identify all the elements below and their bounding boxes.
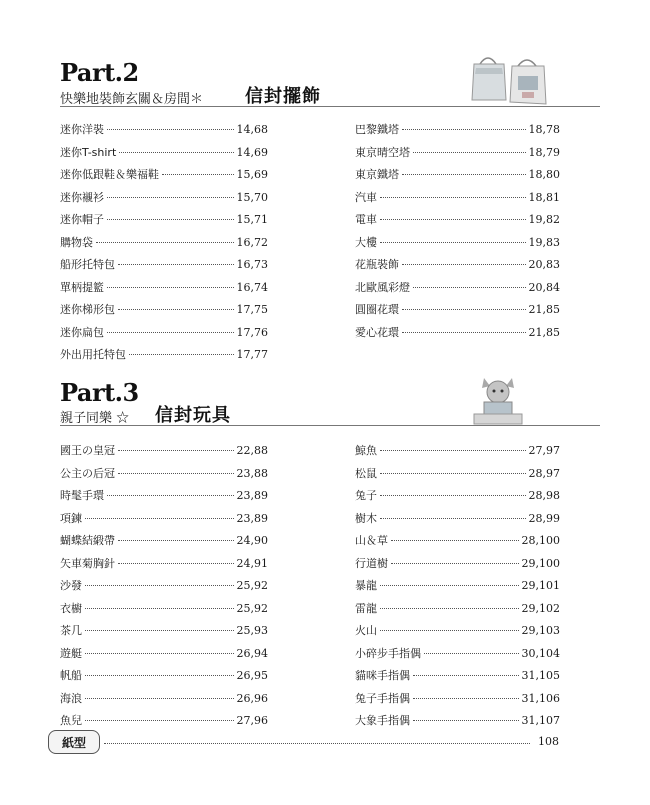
toc-entry bbox=[60, 324, 268, 347]
toc-entry-pages: 26,95 bbox=[236, 669, 268, 682]
toc-entry-pages: 28,97 bbox=[528, 466, 560, 480]
toc-entry bbox=[355, 166, 560, 189]
toc-entry-pages: 24,90 bbox=[236, 534, 268, 547]
toc-entry-pages: 29,101 bbox=[521, 579, 560, 592]
toc-entry-pages: 17,77 bbox=[236, 348, 268, 361]
toc-entry-title: 北歐風彩燈 bbox=[355, 280, 410, 294]
toc-entry-title: 松鼠 bbox=[355, 466, 377, 480]
toc-leader-dots bbox=[118, 450, 234, 451]
toc-entry bbox=[60, 690, 268, 713]
toc-leader-dots bbox=[380, 495, 526, 496]
toc-leader-dots bbox=[402, 332, 526, 333]
toc-leader-dots bbox=[85, 585, 234, 586]
toc-entry bbox=[60, 667, 268, 690]
part3-left-list bbox=[60, 442, 268, 735]
toc-entry bbox=[355, 442, 560, 465]
toc-entry-pages: 23,89 bbox=[236, 511, 268, 525]
toc-entry-title: 遊艇 bbox=[60, 646, 82, 660]
toc-leader-dots bbox=[85, 720, 234, 721]
toc-leader-dots bbox=[107, 332, 234, 333]
toc-entry bbox=[60, 211, 268, 234]
toc-entry-title: 東京晴空塔 bbox=[355, 145, 410, 159]
toc-entry bbox=[60, 144, 268, 167]
toc-entry bbox=[355, 510, 560, 533]
part2-subtitle: 快樂地裝飾玄關＆房間＊ bbox=[60, 92, 204, 107]
toc-entry-title: 矢車菊胸針 bbox=[60, 556, 115, 570]
toc-entry-pages: 18,80 bbox=[528, 168, 560, 181]
part2-heading: 信封擺飾 bbox=[245, 86, 321, 107]
toc-entry bbox=[60, 577, 268, 600]
toc-entry-title: 兔子手指偶 bbox=[355, 691, 410, 705]
toc-entry-pages: 21,85 bbox=[528, 303, 560, 316]
toc-entry-pages: 28,100 bbox=[521, 534, 560, 547]
toc-entry-title: 汽車 bbox=[355, 190, 377, 204]
toc-leader-dots bbox=[413, 698, 519, 699]
toc-entry-title: 海浪 bbox=[60, 691, 82, 705]
toc-entry-title: 迷你T-shirt bbox=[60, 145, 117, 159]
toc-entry-title: 大象手指偶 bbox=[355, 714, 410, 727]
toc-leader-dots bbox=[96, 242, 234, 243]
toc-entry-pages: 21,85 bbox=[528, 325, 560, 339]
toc-leader-dots bbox=[391, 563, 519, 564]
toc-entry-pages: 19,83 bbox=[528, 235, 560, 249]
toc-entry-pages: 14,69 bbox=[236, 145, 268, 159]
part2-right-list bbox=[355, 121, 560, 346]
toc-entry-pages: 30,104 bbox=[521, 646, 560, 660]
toc-entry-pages: 16,73 bbox=[236, 258, 268, 271]
toc-entry-pages: 31,105 bbox=[521, 669, 560, 682]
toc-entry-title: 暴龍 bbox=[355, 579, 377, 592]
toc-leader-dots bbox=[380, 630, 519, 631]
toc-entry-title: 外出用托特包 bbox=[60, 348, 126, 361]
toc-leader-dots bbox=[85, 630, 234, 631]
toc-entry-pages: 29,102 bbox=[521, 601, 560, 615]
toc-leader-dots bbox=[380, 608, 519, 609]
toc-entry bbox=[355, 324, 560, 347]
part3-subtitle: 親子同樂 ☆ bbox=[60, 411, 130, 426]
toc-leader-dots bbox=[380, 242, 526, 243]
toc-leader-dots bbox=[380, 450, 526, 451]
toc-leader-dots bbox=[118, 473, 234, 474]
toc-leader-dots bbox=[413, 287, 526, 288]
footer-leader-dots bbox=[104, 743, 530, 744]
toc-leader-dots bbox=[402, 129, 526, 130]
cat-toy-illustration bbox=[470, 372, 526, 426]
part3-title: Part.3 bbox=[60, 378, 139, 407]
toc-entry-pages: 19,82 bbox=[528, 213, 560, 226]
toc-leader-dots bbox=[380, 219, 526, 220]
toc-entry-title: 魚兒 bbox=[60, 714, 82, 727]
toc-entry-title: 茶几 bbox=[60, 624, 82, 637]
toc-leader-dots bbox=[129, 354, 234, 355]
toc-leader-dots bbox=[107, 219, 234, 220]
toc-leader-dots bbox=[380, 197, 526, 198]
toc-entry-title: 兔子 bbox=[355, 489, 377, 502]
part2-divider bbox=[60, 106, 600, 107]
toc-entry-pages: 15,71 bbox=[236, 213, 268, 226]
toc-leader-dots bbox=[85, 675, 234, 676]
toc-entry bbox=[355, 121, 560, 144]
toc-entry-pages: 23,89 bbox=[236, 489, 268, 502]
part2-title: Part.2 bbox=[60, 58, 139, 87]
toc-entry-title: 雷龍 bbox=[355, 601, 377, 615]
toc-entry-title: 圓圈花環 bbox=[355, 303, 399, 316]
toc-entry bbox=[60, 487, 268, 510]
toc-entry-title: 國王の皇冠 bbox=[60, 444, 115, 457]
toc-entry-title: 項鍊 bbox=[60, 511, 82, 525]
toc-entry-pages: 22,88 bbox=[236, 444, 268, 457]
toc-entry bbox=[355, 301, 560, 324]
toc-entry-pages: 25,92 bbox=[236, 579, 268, 592]
toc-entry-title: 電車 bbox=[355, 213, 377, 226]
toc-entry bbox=[355, 211, 560, 234]
toc-leader-dots bbox=[413, 675, 519, 676]
toc-entry-pages: 24,91 bbox=[236, 556, 268, 570]
toc-entry-title: 沙發 bbox=[60, 579, 82, 592]
toc-entry-pages: 15,70 bbox=[236, 190, 268, 204]
toc-entry bbox=[60, 510, 268, 533]
toc-entry bbox=[60, 346, 268, 369]
toc-leader-dots bbox=[118, 309, 234, 310]
toc-entry bbox=[355, 690, 560, 713]
toc-entry-title: 迷你襯衫 bbox=[60, 190, 104, 204]
part3-heading: 信封玩具 bbox=[155, 405, 231, 426]
toc-entry-title: 時髦手環 bbox=[60, 489, 104, 502]
toc-entry-title: 衣櫥 bbox=[60, 601, 82, 615]
toc-leader-dots bbox=[107, 129, 234, 130]
toc-entry-title: 公主の后冠 bbox=[60, 466, 115, 480]
toc-entry-title: 蝴蝶結緞帶 bbox=[60, 534, 115, 547]
toc-leader-dots bbox=[107, 287, 234, 288]
toc-leader-dots bbox=[107, 495, 234, 496]
toc-entry bbox=[60, 234, 268, 257]
toc-entry-title: 購物袋 bbox=[60, 235, 93, 249]
toc-entry bbox=[60, 279, 268, 302]
toc-entry bbox=[60, 465, 268, 488]
toc-entry bbox=[355, 234, 560, 257]
toc-leader-dots bbox=[85, 698, 234, 699]
toc-entry-title: 巴黎鐵塔 bbox=[355, 123, 399, 136]
toc-entry-pages: 15,69 bbox=[236, 168, 268, 181]
paper-bags-illustration bbox=[470, 52, 550, 106]
toc-entry-title: 單柄提籃 bbox=[60, 280, 104, 294]
toc-entry-title: 鯨魚 bbox=[355, 444, 377, 457]
toc-entry bbox=[60, 622, 268, 645]
toc-leader-dots bbox=[118, 540, 234, 541]
toc-entry-pages: 17,76 bbox=[236, 325, 268, 339]
toc-leader-dots bbox=[380, 473, 526, 474]
toc-entry-pages: 16,72 bbox=[236, 235, 268, 249]
toc-entry bbox=[60, 256, 268, 279]
toc-entry bbox=[60, 600, 268, 623]
toc-entry-pages: 20,83 bbox=[528, 258, 560, 271]
toc-entry bbox=[355, 189, 560, 212]
toc-entry-pages: 31,107 bbox=[521, 714, 560, 727]
toc-entry-title: 愛心花環 bbox=[355, 325, 399, 339]
toc-entry-title: 迷你洋裝 bbox=[60, 123, 104, 136]
toc-entry-pages: 16,74 bbox=[236, 280, 268, 294]
toc-entry-title: 東京鐵塔 bbox=[355, 168, 399, 181]
toc-entry bbox=[355, 667, 560, 690]
toc-entry-pages: 25,93 bbox=[236, 624, 268, 637]
toc-entry-pages: 25,92 bbox=[236, 601, 268, 615]
toc-entry-pages: 26,96 bbox=[236, 691, 268, 705]
toc-entry bbox=[355, 465, 560, 488]
toc-entry bbox=[60, 301, 268, 324]
toc-entry-title: 迷你帽子 bbox=[60, 213, 104, 226]
toc-leader-dots bbox=[107, 197, 234, 198]
toc-leader-dots bbox=[413, 720, 519, 721]
part3-right-list bbox=[355, 442, 560, 735]
footer-page-number: 108 bbox=[538, 735, 559, 748]
toc-entry bbox=[355, 712, 560, 735]
toc-entry-pages: 28,99 bbox=[528, 511, 560, 525]
toc-entry bbox=[355, 645, 560, 668]
toc-entry-title: 小碎步手指偶 bbox=[355, 646, 421, 660]
toc-entry-title: 迷你扁包 bbox=[60, 325, 104, 339]
toc-leader-dots bbox=[402, 174, 526, 175]
toc-entry bbox=[60, 189, 268, 212]
toc-entry bbox=[355, 555, 560, 578]
toc-leader-dots bbox=[85, 608, 234, 609]
toc-entry bbox=[355, 577, 560, 600]
toc-leader-dots bbox=[380, 518, 526, 519]
toc-leader-dots bbox=[402, 264, 526, 265]
toc-entry-title: 迷你梯形包 bbox=[60, 303, 115, 316]
toc-entry bbox=[355, 622, 560, 645]
toc-entry bbox=[60, 442, 268, 465]
toc-entry bbox=[355, 279, 560, 302]
toc-entry-title: 行道樹 bbox=[355, 556, 388, 570]
toc-entry-pages: 18,81 bbox=[528, 190, 560, 204]
toc-leader-dots bbox=[162, 174, 234, 175]
toc-entry-title: 樹木 bbox=[355, 511, 377, 525]
toc-entry bbox=[355, 144, 560, 167]
toc-entry bbox=[355, 532, 560, 555]
toc-entry-pages: 20,84 bbox=[528, 280, 560, 294]
toc-entry bbox=[355, 487, 560, 510]
toc-entry-pages: 29,100 bbox=[521, 556, 560, 570]
toc-entry-title: 大樓 bbox=[355, 235, 377, 249]
toc-entry-pages: 23,88 bbox=[236, 466, 268, 480]
toc-entry bbox=[60, 532, 268, 555]
toc-entry-title: 帆船 bbox=[60, 669, 82, 682]
toc-entry bbox=[60, 645, 268, 668]
toc-entry bbox=[355, 600, 560, 623]
toc-leader-dots bbox=[413, 152, 526, 153]
toc-entry-pages: 14,68 bbox=[236, 123, 268, 136]
toc-entry-title: 火山 bbox=[355, 624, 377, 637]
toc-leader-dots bbox=[85, 518, 234, 519]
toc-entry-pages: 27,96 bbox=[236, 714, 268, 727]
toc-entry-pages: 18,78 bbox=[528, 123, 560, 136]
toc-leader-dots bbox=[85, 653, 234, 654]
toc-entry-pages: 29,103 bbox=[521, 624, 560, 637]
toc-entry-title: 花瓶裝飾 bbox=[355, 258, 399, 271]
toc-entry-pages: 17,75 bbox=[236, 303, 268, 316]
toc-leader-dots bbox=[118, 264, 234, 265]
toc-leader-dots bbox=[119, 152, 233, 153]
toc-leader-dots bbox=[402, 309, 526, 310]
toc-entry-title: 貓咪手指偶 bbox=[355, 669, 410, 682]
toc-entry-pages: 31,106 bbox=[521, 691, 560, 705]
toc-entry-pages: 27,97 bbox=[528, 444, 560, 457]
toc-leader-dots bbox=[391, 540, 519, 541]
toc-entry-pages: 26,94 bbox=[236, 646, 268, 660]
toc-entry-title: 迷你低跟鞋＆樂福鞋 bbox=[60, 168, 159, 181]
toc-entry-title: 船形托特包 bbox=[60, 258, 115, 271]
toc-entry bbox=[60, 121, 268, 144]
pattern-tag: 紙型 bbox=[48, 730, 100, 754]
toc-entry bbox=[60, 166, 268, 189]
toc-entry bbox=[60, 555, 268, 578]
toc-entry-title: 山＆草 bbox=[355, 534, 388, 547]
part2-left-list bbox=[60, 121, 268, 369]
toc-leader-dots bbox=[380, 585, 519, 586]
toc-leader-dots bbox=[424, 653, 519, 654]
toc-leader-dots bbox=[118, 563, 234, 564]
toc-entry-pages: 28,98 bbox=[528, 489, 560, 502]
toc-entry bbox=[355, 256, 560, 279]
toc-entry-pages: 18,79 bbox=[528, 145, 560, 159]
